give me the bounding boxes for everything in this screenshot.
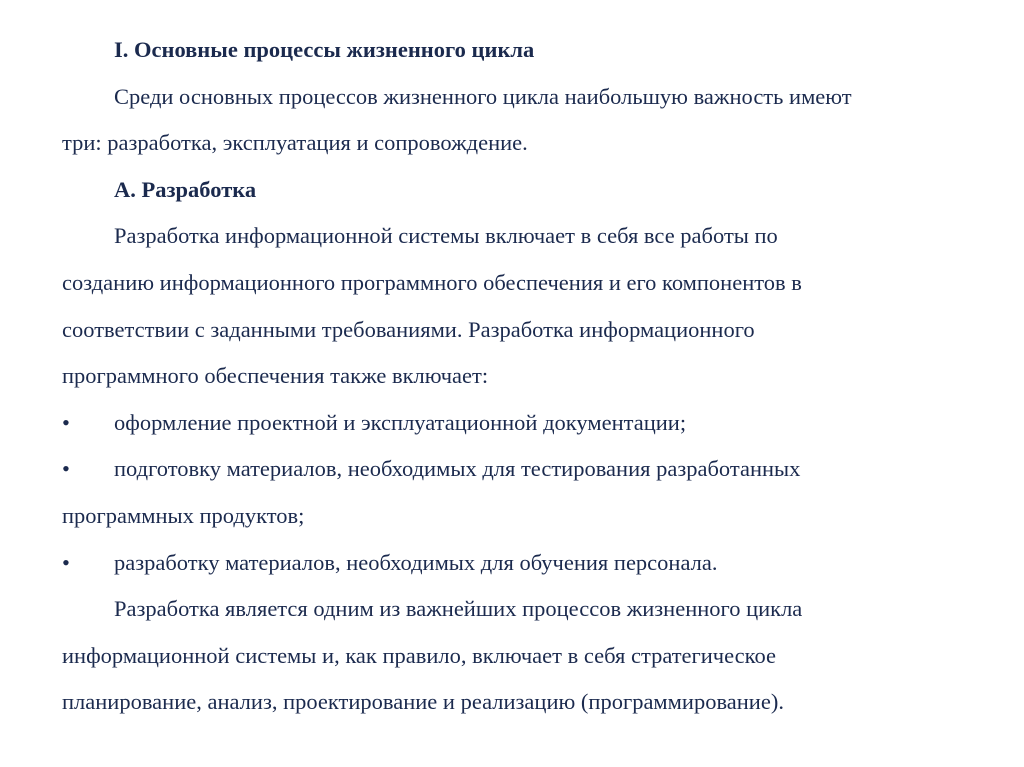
intro-paragraph (62, 74, 962, 167)
bullet-icon: • (62, 549, 70, 575)
list-item (62, 400, 962, 447)
list-item-text: подготовку материалов, необходимых для тестирования разработанных (114, 456, 801, 482)
paragraph-line: Разработка является одним из важнейших процессов жизненного цикла (114, 596, 803, 622)
bullet-icon: • (62, 456, 70, 482)
paragraph-line: созданию информационного программного обеспечения и его компонентов в (62, 269, 802, 295)
section-heading: I. Основные процессы жизненного цикла (114, 37, 535, 62)
paragraph-line: планирование, анализ, проектирование и реализацию (программирование). (62, 689, 784, 715)
intro-line: три: разработка, эксплуатация и сопровождение. (62, 130, 528, 156)
subsection-heading: А. Разработка (114, 176, 257, 202)
list-item (62, 446, 962, 493)
development-paragraph (62, 213, 962, 399)
list-item-text: оформление проектной и эксплуатационной документации; (114, 409, 687, 435)
paragraph-line: Разработка информационной системы включает в себя все работы по (114, 223, 778, 249)
closing-paragraph (62, 586, 962, 726)
intro-line: Среди основных процессов жизненного цикла наибольшую важность имеют (114, 83, 852, 109)
paragraph-line: соответствии с заданными требованиями. Разработка информационного (62, 316, 755, 342)
list-item-continuation: программных продуктов; (62, 502, 305, 528)
bullet-list (62, 400, 962, 586)
paragraph-line: программного обеспечения также включает: (62, 363, 489, 389)
paragraph-line: информационной системы и, как правило, включает в себя стратегическое (62, 642, 776, 668)
list-item (62, 540, 962, 587)
slide-content (62, 27, 962, 726)
list-item-text: разработку материалов, необходимых для обучения персонала. (114, 549, 718, 575)
bullet-icon: • (62, 409, 70, 435)
